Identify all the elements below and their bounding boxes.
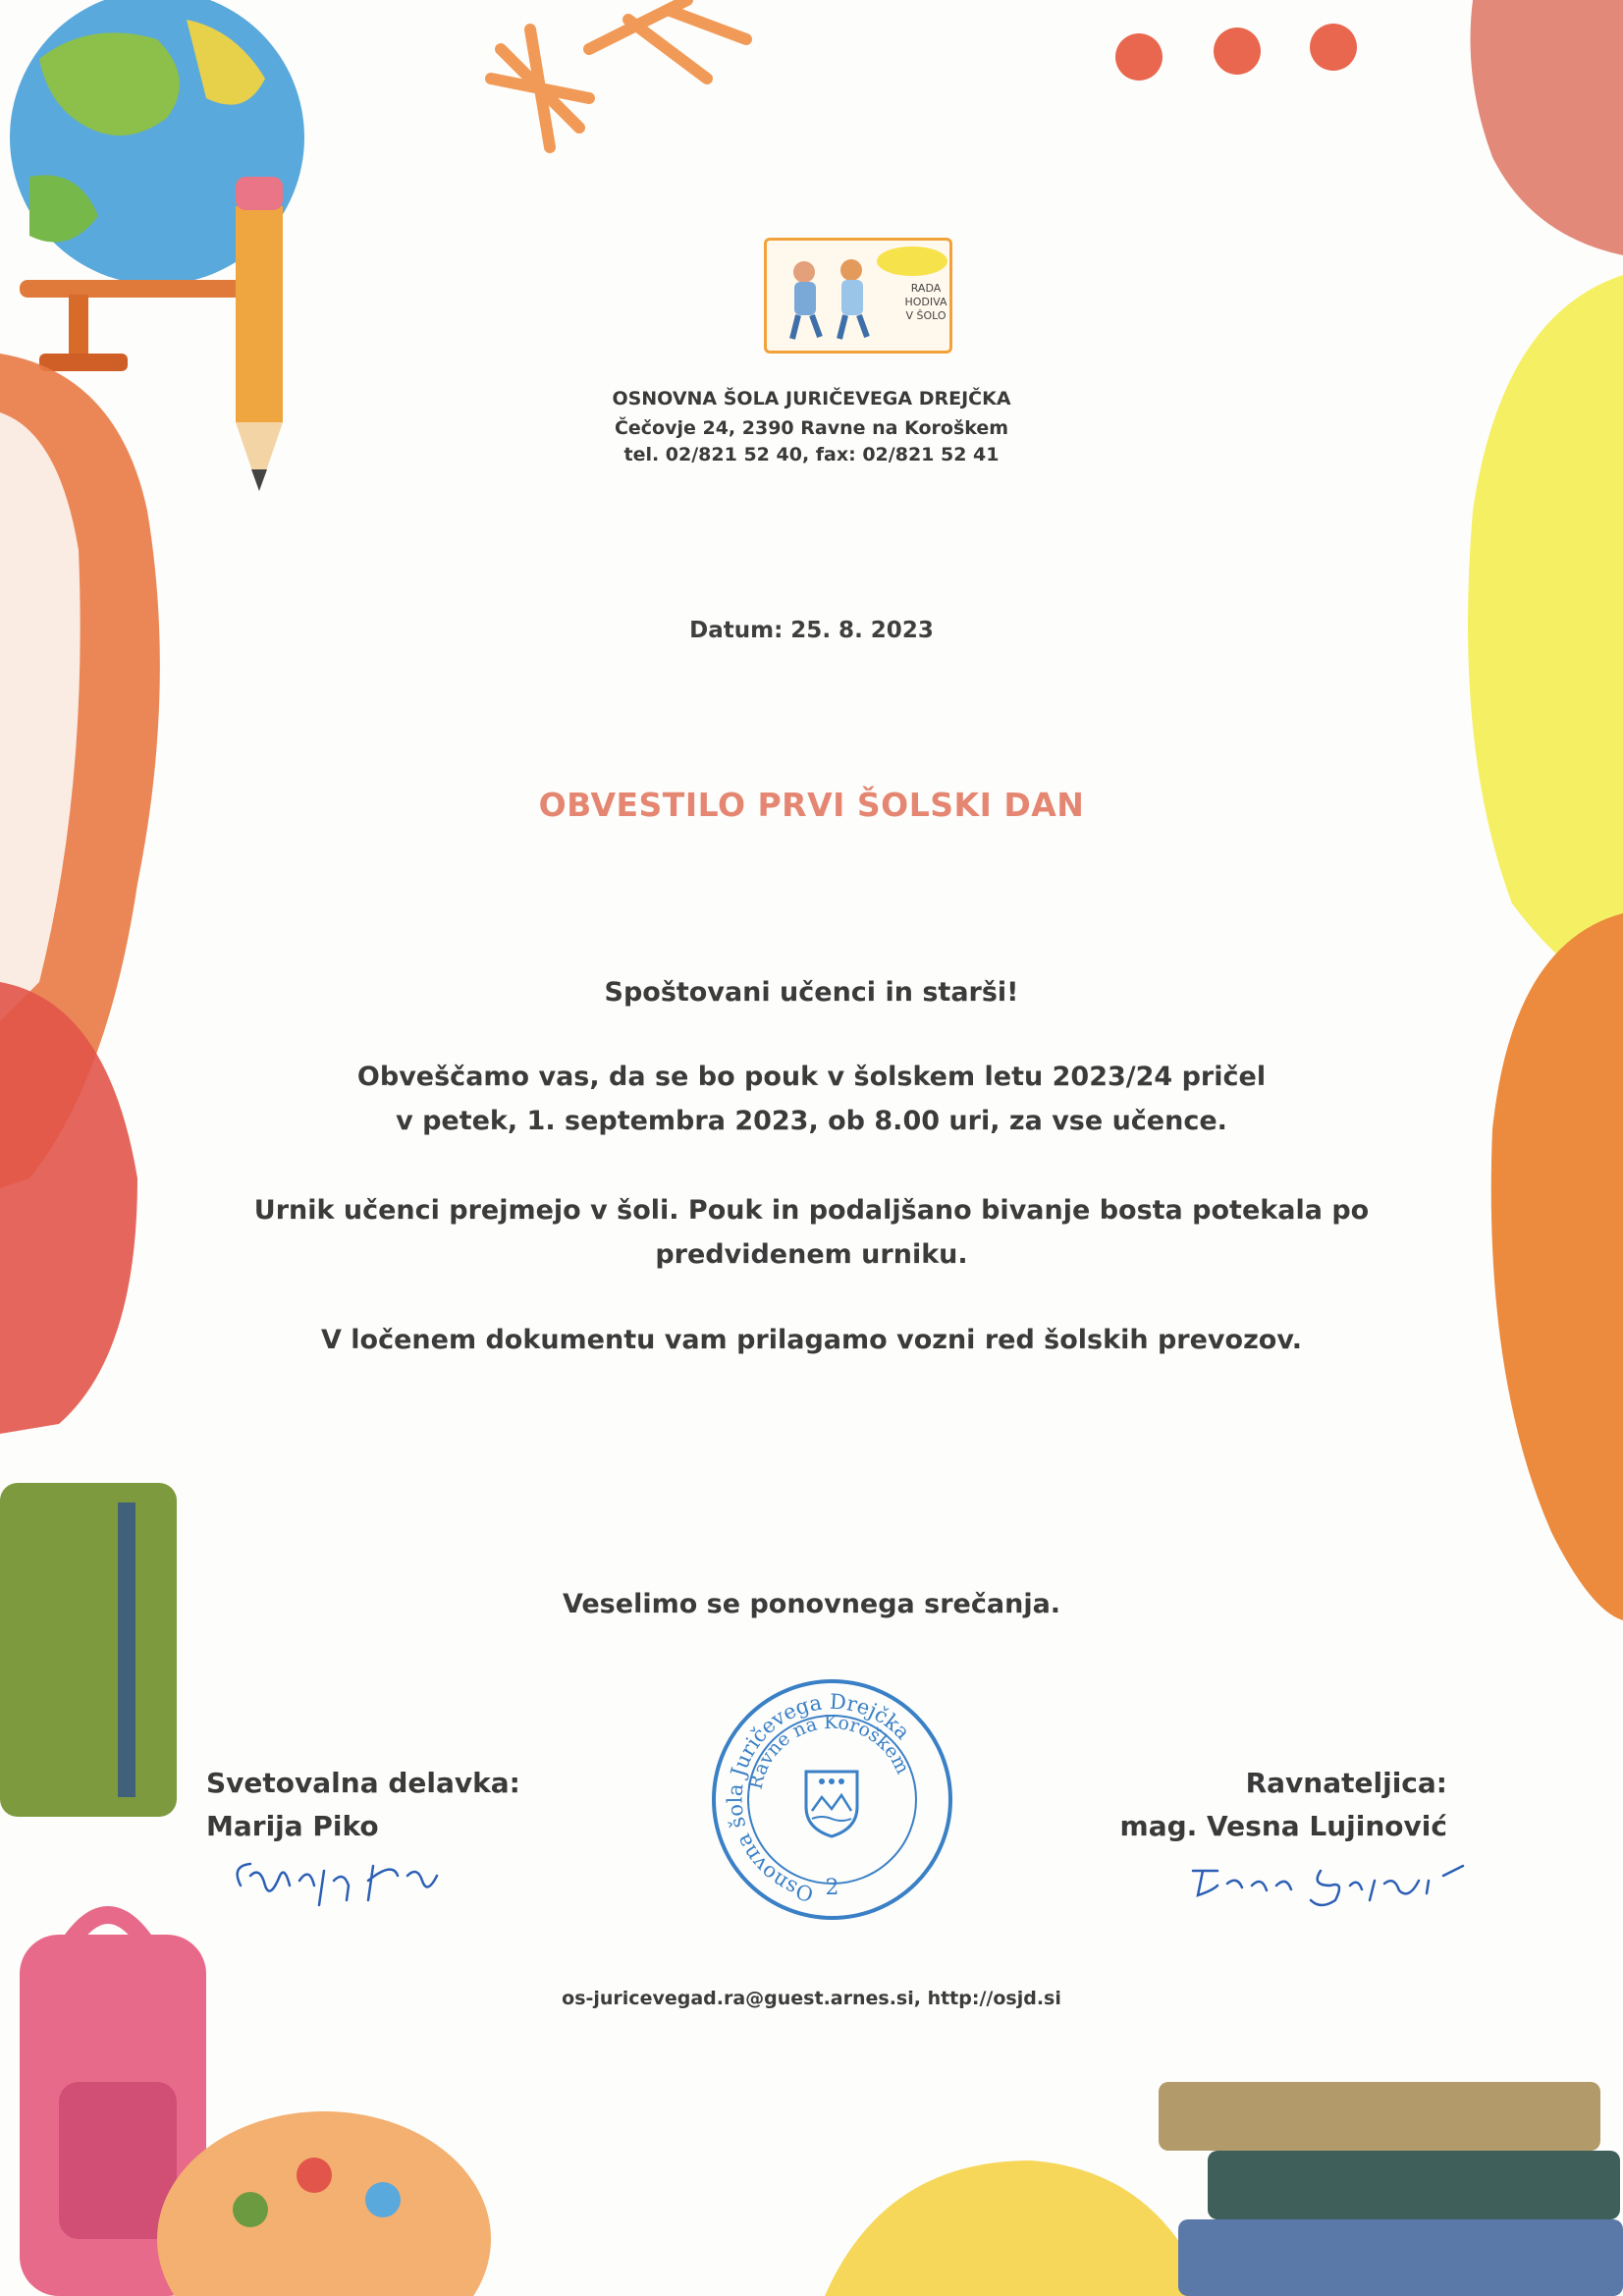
stamp-outer-text: Osnovna šola Juričevega Drejčka bbox=[723, 1689, 915, 1906]
paragraph-2-line-2: predvidenem urniku. bbox=[655, 1239, 968, 1270]
greeting: Spoštovani učenci in starši! bbox=[604, 977, 1019, 1008]
left-signer-role: Svetovalna delavka: bbox=[206, 1767, 520, 1799]
school-phone-fax: tel. 02/821 52 40, fax: 02/821 52 41 bbox=[623, 444, 1000, 465]
document-date: Datum: 25. 8. 2023 bbox=[689, 618, 934, 643]
logo-badge bbox=[877, 246, 947, 276]
document-title: OBVESTILO PRVI ŠOLSKI DAN bbox=[538, 786, 1085, 824]
paragraph-3: V ločenem dokumentu vam prilagamo vozni red šolskih prevozov. bbox=[321, 1325, 1302, 1355]
right-signer-role: Ravnateljica: bbox=[1245, 1767, 1447, 1799]
left-signature bbox=[221, 1846, 466, 1915]
stamp-inner-text: Ravne na Koroškem bbox=[744, 1711, 914, 1792]
stamp-number: 2 bbox=[825, 1876, 839, 1900]
children-walking-icon bbox=[773, 243, 881, 351]
school-logo bbox=[764, 238, 952, 354]
paragraph-1-line-1: Obveščamo vas, da se bo pouk v šolskem letu 2023/24 pričel bbox=[356, 1062, 1267, 1092]
paragraph-1-line-2: v petek, 1. septembra 2023, ob 8.00 uri, za vse učence. bbox=[396, 1106, 1227, 1136]
logo-text: RADA HODIVA V ŠOLO bbox=[904, 282, 947, 322]
paragraph-2-line-1: Urnik učenci prejmejo v šoli. Pouk in podaljšano bivanje bosta potekala po bbox=[253, 1195, 1370, 1226]
right-signature bbox=[1183, 1846, 1488, 1915]
school-address: Čečovje 24, 2390 Ravne na Koroškem bbox=[614, 417, 1009, 439]
footer-contact[interactable]: os-juricevegad.ra@guest.arnes.si, http://osjd.si bbox=[562, 1988, 1061, 2009]
closing-line: Veselimo se ponovnega srečanja. bbox=[562, 1589, 1061, 1619]
coat-of-arms-icon bbox=[802, 1768, 861, 1838]
school-stamp bbox=[712, 1679, 952, 1920]
right-signer-name: mag. Vesna Lujinović bbox=[1119, 1810, 1447, 1842]
school-name: OSNOVNA ŠOLA JURIČEVEGA DREJČKA bbox=[612, 388, 1011, 410]
left-signer-name: Marija Piko bbox=[206, 1810, 379, 1842]
